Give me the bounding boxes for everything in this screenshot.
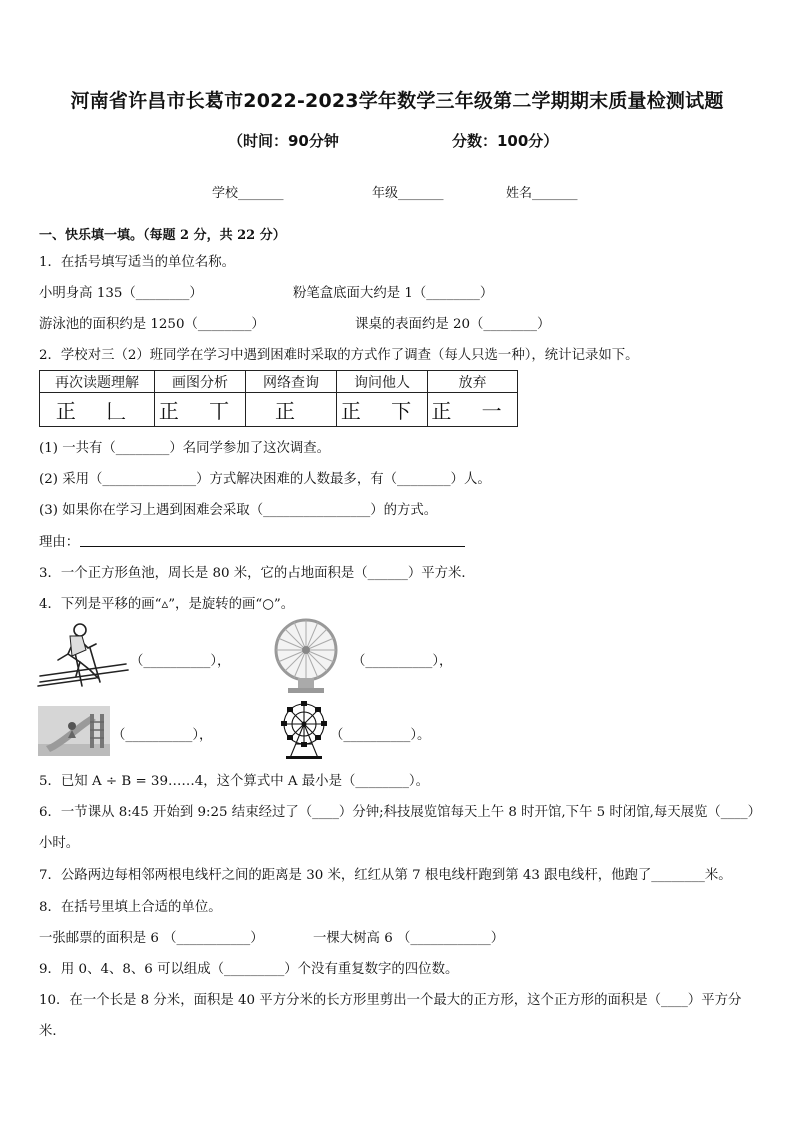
- exam-time: （时间：90分钟: [228, 132, 339, 150]
- tally-mark: 正 𠃊: [40, 393, 155, 427]
- slide-image: [38, 706, 110, 756]
- q5-stem[interactable]: 5．已知 A ÷ B = 39……4，这个算式中 A 最小是（________）。: [39, 774, 429, 789]
- q2-reason-label: 理由：: [39, 535, 80, 550]
- tally-table: [39, 370, 518, 427]
- tally-mark: 正 一: [428, 393, 518, 427]
- grade-field[interactable]: 年级_______: [372, 186, 444, 201]
- tally-mark: 正: [246, 393, 337, 427]
- q7-stem[interactable]: 7．公路两边每相邻两根电线杆之间的距离是 30 米，红红从第 7 根电线杆跑到第 43 跟电线杆，他跑了________米。: [39, 868, 732, 883]
- q4-blank-a[interactable]: （__________），: [130, 654, 231, 669]
- q10-line2: 米．: [39, 1024, 66, 1039]
- tally-mark: 正 下: [337, 393, 428, 427]
- q6-line1[interactable]: 6．一节课从 8:45 开始到 9:25 结束经过了（____）分钟;科技展览馆每天上午 8 时开馆,下午 5 时闭馆,每天展览（____）: [39, 805, 761, 820]
- q10-line1[interactable]: 10．在一个长是 8 分米，面积是 40 平方分米的长方形里剪出一个最大的正方形，这个正方形的面积是（____）平方分: [39, 993, 742, 1008]
- exam-score: 分数：100分）: [452, 132, 559, 150]
- fan-image: [272, 618, 340, 694]
- q8-stem: 8．在括号里填上合适的单位。: [39, 900, 222, 915]
- q2-stem: 2．学校对三（2）班同学在学习中遇到困难时采取的方式作了调查（每人只选一种），统计记录如下。: [39, 348, 639, 363]
- page-title: 河南省许昌市长葛市2022-2023学年数学三年级第二学期期末质量检测试题: [70, 90, 724, 112]
- q3-stem[interactable]: 3．一个正方形鱼池，周长是 80 米，它的占地面积是（______）平方米．: [39, 566, 475, 581]
- q1-blank-b[interactable]: 粉笔盒底面大约是 1（________）: [293, 286, 494, 301]
- q2-part1[interactable]: (1) 一共有（________）名同学参加了这次调查。: [39, 441, 331, 456]
- q4-blank-b[interactable]: （__________），: [352, 654, 453, 669]
- q1-blank-a[interactable]: 小明身高 135（________）: [39, 286, 203, 301]
- skier-image: [36, 620, 132, 690]
- tally-header: 询问他人: [337, 371, 428, 393]
- q1-blank-d[interactable]: 课桌的表面约是 20（________）: [355, 317, 551, 332]
- reason-input-line[interactable]: [80, 546, 465, 547]
- q4-stem: 4．下列是平移的画“▵”，是旋转的画“○”。: [39, 597, 295, 612]
- q6-line2: 小时。: [39, 836, 80, 851]
- q8-blank-a[interactable]: 一张邮票的面积是 6 （___________）: [39, 931, 264, 946]
- q2-part2[interactable]: (2) 采用（______________）方式解决困难的人数最多，有（________）人。: [39, 472, 491, 487]
- q1-blank-c[interactable]: 游泳池的面积约是 1250（________）: [39, 317, 265, 332]
- section-heading: 一、快乐填一填。（每题 2 分，共 22 分）: [39, 228, 286, 243]
- q4-blank-c[interactable]: （__________），: [112, 728, 213, 743]
- q8-blank-b[interactable]: 一棵大树高 6 （____________）: [313, 931, 505, 946]
- tally-header: 放弃: [428, 371, 518, 393]
- tally-header: 画图分析: [155, 371, 246, 393]
- q2-part3[interactable]: (3) 如果你在学习上遇到困难会采取（________________）的方式。: [39, 503, 438, 518]
- q1-stem: 1．在括号填写适当的单位名称。: [39, 255, 235, 270]
- tally-header: 网络查询: [246, 371, 337, 393]
- q9-stem[interactable]: 9．用 0、4、8、6 可以组成（_________）个没有重复数字的四位数。: [39, 962, 459, 977]
- name-field[interactable]: 姓名_______: [506, 186, 578, 201]
- ferris-wheel-image: [278, 700, 330, 760]
- school-field[interactable]: 学校_______: [212, 186, 284, 201]
- tally-header: 再次读题理解: [40, 371, 155, 393]
- q4-blank-d[interactable]: （__________）。: [330, 728, 431, 743]
- tally-mark: 正 丅: [155, 393, 246, 427]
